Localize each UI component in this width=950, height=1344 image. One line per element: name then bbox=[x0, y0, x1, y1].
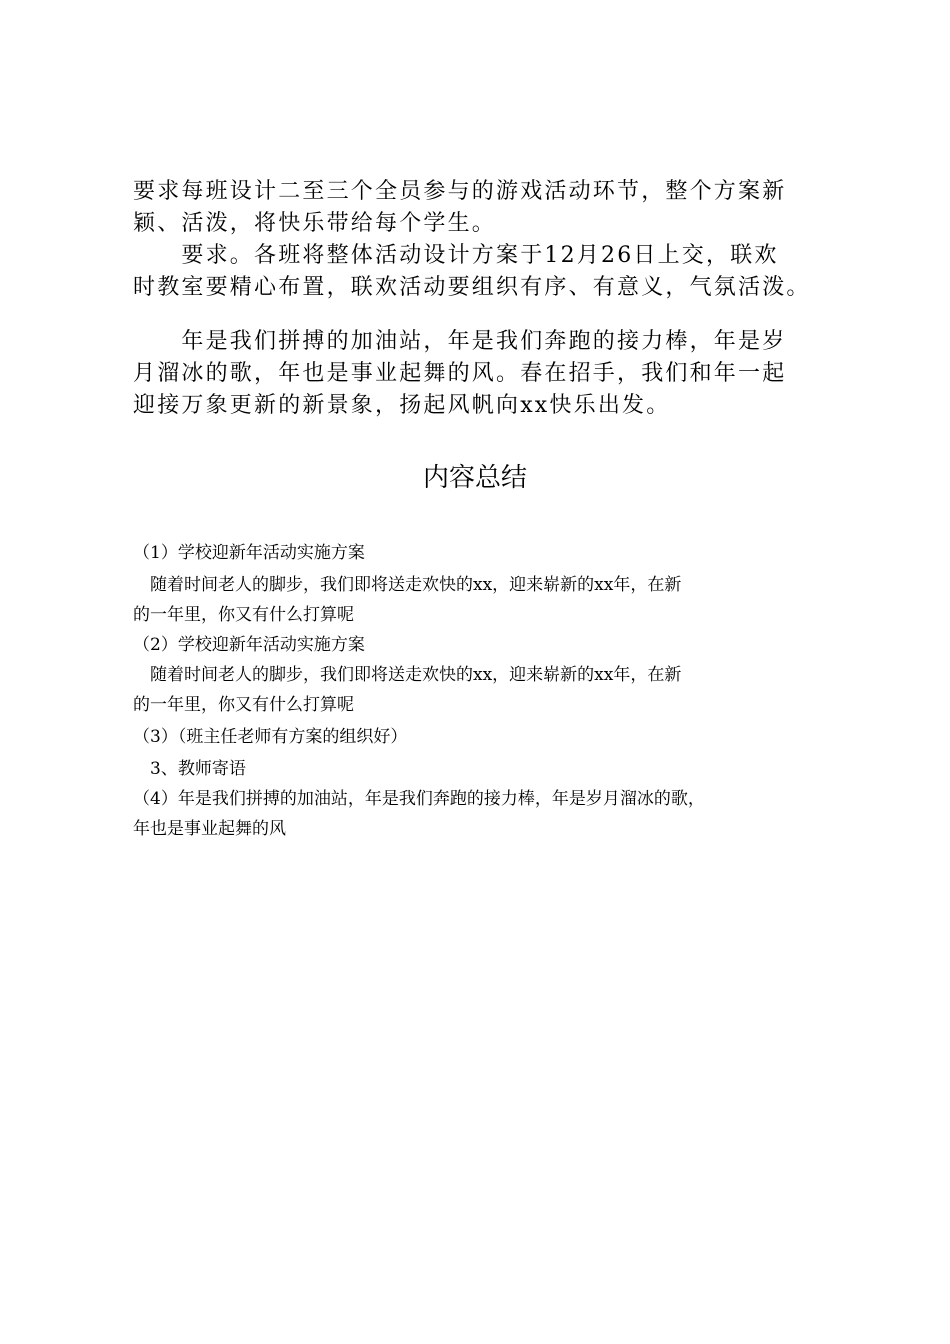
paragraph-activity-design bbox=[133, 176, 833, 240]
summary-item-2-line: 的一年里，你又有什么打算呢 bbox=[133, 695, 354, 715]
paragraph-line: 时教室要精心布置，联欢活动要组织有序、有意义，气氛活泼。 bbox=[133, 275, 811, 300]
summary-heading: 内容总结 bbox=[422, 463, 527, 493]
paragraph-line: 年是我们拼搏的加油站，年是我们奔跑的接力棒，年是岁 bbox=[133, 329, 787, 354]
summary-item-2-title: （2）学校迎新年活动实施方案 bbox=[133, 635, 365, 655]
paragraph-new-year-message bbox=[133, 326, 833, 422]
paragraph-line: 颖、活泼，将快乐带给每个学生。 bbox=[133, 211, 497, 236]
summary-item-2-line: 随着时间老人的脚步，我们即将送走欢快的xx，迎来崭新的xx年，在新 bbox=[133, 665, 682, 685]
summary-item-1-line: 的一年里，你又有什么打算呢 bbox=[133, 605, 354, 625]
paragraph-requirements bbox=[133, 240, 833, 304]
summary-item-1-line: 随着时间老人的脚步，我们即将送走欢快的xx，迎来崭新的xx年，在新 bbox=[133, 575, 682, 595]
paragraph-line: 月溜冰的歌，年也是事业起舞的风。春在招手，我们和年一起 bbox=[133, 361, 787, 386]
summary-item-1-title: （1）学校迎新年活动实施方案 bbox=[133, 543, 365, 563]
summary-item-4-line: （4）年是我们拼搏的加油站，年是我们奔跑的接力棒，年是岁月溜冰的歌， bbox=[133, 789, 705, 809]
paragraph-line: 迎接万象更新的新景象，扬起风帆向xx快乐出发。 bbox=[133, 393, 671, 418]
paragraph-line: 要求每班设计二至三个全员参与的游戏活动环节，整个方案新 bbox=[133, 179, 787, 204]
paragraph-line: 要求。各班将整体活动设计方案于12月26日上交，联欢 bbox=[133, 243, 779, 268]
summary-item-4-line: 年也是事业起舞的风 bbox=[133, 819, 286, 839]
summary-item-3-line: 3、教师寄语 bbox=[133, 759, 246, 779]
summary-item-3-title: （3）（班主任老师有方案的组织好） bbox=[133, 727, 408, 747]
